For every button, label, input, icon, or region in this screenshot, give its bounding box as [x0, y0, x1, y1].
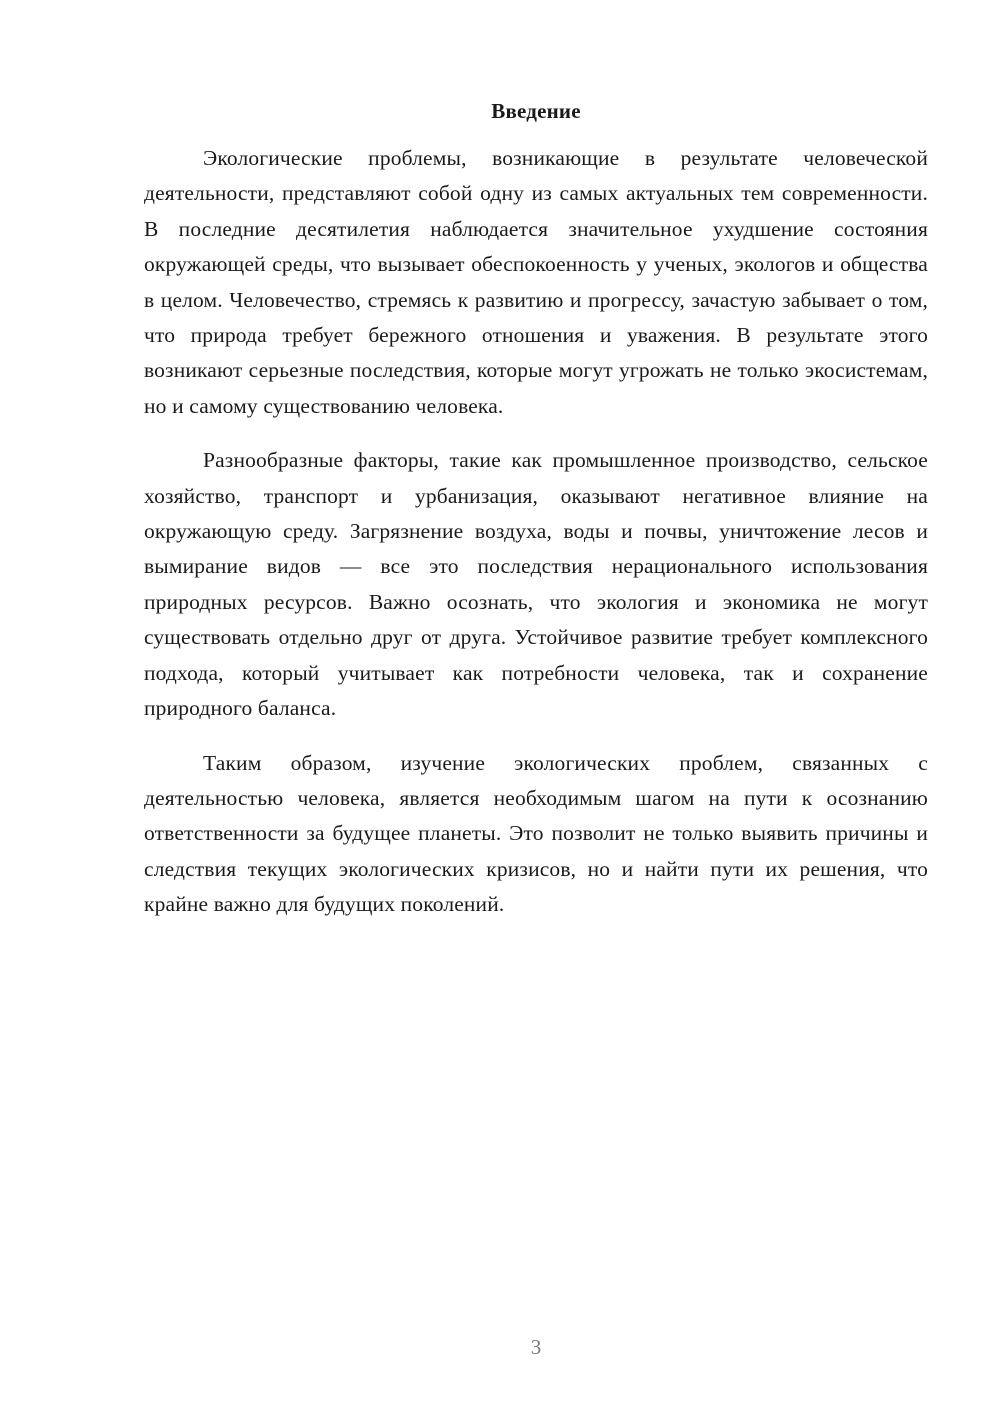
paragraph-2: Разнообразные факторы, такие как промышленное производство, сельское хозяйство, транспорт и урбанизация, оказывают негативное влияние на окружающую среду. Загрязнение воздуха, воды и почвы, уничтожение лесов и вымирание видов — все это последствия нерационального использования природных ресурсов. Важно осознать, что экология и экономика не могут существовать отдельно друг от друга. Устойчивое развитие требует комплексного подхода, который учитывает как потребности человека, так и сохранение природного баланса.: [144, 448, 928, 721]
paragraph-3: Таким образом, изучение экологических проблем, связанных с деятельностью человека, является необходимым шагом на пути к осознанию ответственности за будущее планеты. Это позволит не только выявить причины и следствия текущих экологических кризисов, но и найти пути их решения, что крайне важно для будущих поколений.: [144, 750, 928, 917]
paragraph-1: Экологические проблемы, возникающие в результате человеческой деятельности, представляют собой одну из самых актуальных тем современности. В последние десятилетия наблюдается значительное ухудшение состояния окружающей среды, что вызывает обеспокоенность у ученых, экологов и общества в целом. Человечество, стремясь к развитию и прогрессу, зачастую забывает о том, что природа требует бережного отношения и уважения. В результате этого возникают серьезные последствия, которые могут угрожать не только экосистемам, но и самому существованию человека.: [144, 146, 928, 418]
section-title: Введение: [491, 99, 581, 123]
page-number: 3: [530, 1335, 542, 1359]
body-text: [144, 141, 928, 942]
